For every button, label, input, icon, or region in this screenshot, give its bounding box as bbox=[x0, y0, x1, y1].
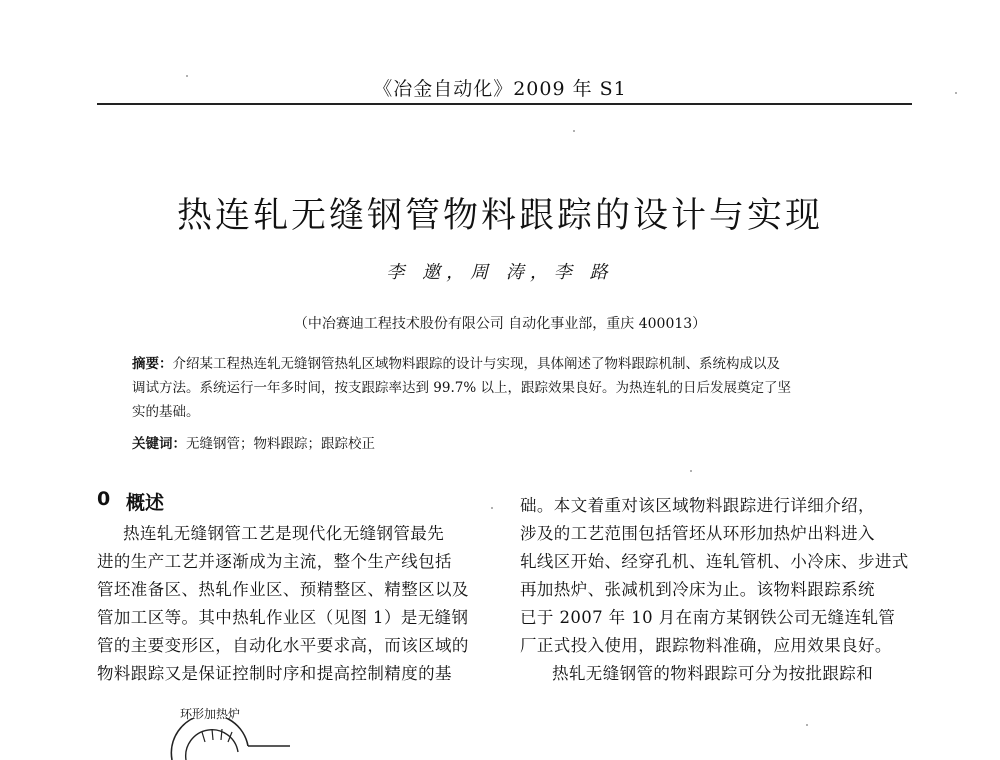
abstract-line-2: 调试方法。系统运行一年多时间，按支跟踪率达到 99.7% 以上，跟踪效果良好。为热连轧的日后发展奠定了坚 bbox=[132, 380, 791, 396]
abstract-label: 摘要： bbox=[132, 356, 173, 372]
abstract-line-1: 摘要：介绍某工程热连轧无缝钢管热轧区域物料跟踪的设计与实现，具体阐述了物料跟踪机制、系统构成以及 bbox=[132, 356, 780, 372]
furnace-tick bbox=[202, 732, 205, 742]
left-col-line: 管的主要变形区，自动化水平要求高，而该区域的 bbox=[97, 636, 469, 655]
keywords-text: 无缝钢管；物料跟踪；跟踪校正 bbox=[186, 436, 375, 452]
paper-authors: 李 邀，周 涛，李 路 bbox=[386, 262, 614, 283]
journal-header: 《冶金自动化》2009 年 S1 bbox=[373, 78, 627, 100]
scan-speck bbox=[186, 75, 188, 77]
furnace-diagram bbox=[150, 718, 310, 760]
scan-speck bbox=[690, 470, 692, 472]
furnace-inner-arc bbox=[186, 730, 238, 760]
figure-label: 环形加热炉 bbox=[180, 707, 241, 721]
left-col-line: 物料跟踪又是保证控制时序和提高控制精度的基 bbox=[97, 664, 452, 683]
abstract-line-3: 实的基础。 bbox=[132, 404, 200, 420]
scan-speck bbox=[573, 130, 575, 132]
header-rule bbox=[97, 103, 912, 105]
left-col-line: 进的生产工艺并逐渐成为主流，整个生产线包括 bbox=[97, 552, 452, 571]
furnace-outer-arc bbox=[171, 718, 248, 760]
left-col-line: 管坯准备区、热轧作业区、预精整区、精整区以及 bbox=[97, 580, 469, 599]
left-col-line: 管加工区等。其中热轧作业区（见图 1）是无缝钢 bbox=[97, 608, 469, 627]
right-col-line: 热轧无缝钢管的物料跟踪可分为按批跟踪和 bbox=[552, 664, 874, 683]
furnace-tick bbox=[212, 729, 213, 740]
right-col-line: 涉及的工艺范围包括管坯从环形加热炉出料进入 bbox=[520, 524, 875, 543]
right-col-line: 再加热炉、张减机到冷床为止。该物料跟踪系统 bbox=[520, 580, 875, 599]
paper-affiliation: （中冶赛迪工程技术股份有限公司 自动化事业部，重庆 400013） bbox=[293, 316, 707, 332]
scan-speck bbox=[491, 507, 493, 509]
right-col-line: 础。本文着重对该区域物料跟踪进行详细介绍， bbox=[520, 496, 875, 515]
keywords bbox=[132, 432, 892, 452]
furnace-tick bbox=[228, 732, 232, 742]
keywords-label: 关键词： bbox=[132, 436, 186, 452]
left-col-line: 热连轧无缝钢管工艺是现代化无缝钢管最先 bbox=[123, 524, 445, 543]
scan-speck bbox=[806, 724, 808, 726]
paper-title: 热连轧无缝钢管物料跟踪的设计与实现 bbox=[176, 196, 823, 236]
scan-speck bbox=[955, 92, 957, 94]
right-col-line: 轧线区开始、经穿孔机、连轧管机、小冷床、步进式 bbox=[520, 552, 909, 571]
section-number: 0 bbox=[97, 488, 111, 510]
right-col-line: 已于 2007 年 10 月在南方某钢铁公司无缝连轧管 bbox=[520, 608, 896, 627]
abstract bbox=[132, 352, 892, 424]
right-col-line: 厂正式投入使用，跟踪物料准确，应用效果良好。 bbox=[520, 636, 892, 655]
section-title: 概述 bbox=[126, 492, 165, 514]
